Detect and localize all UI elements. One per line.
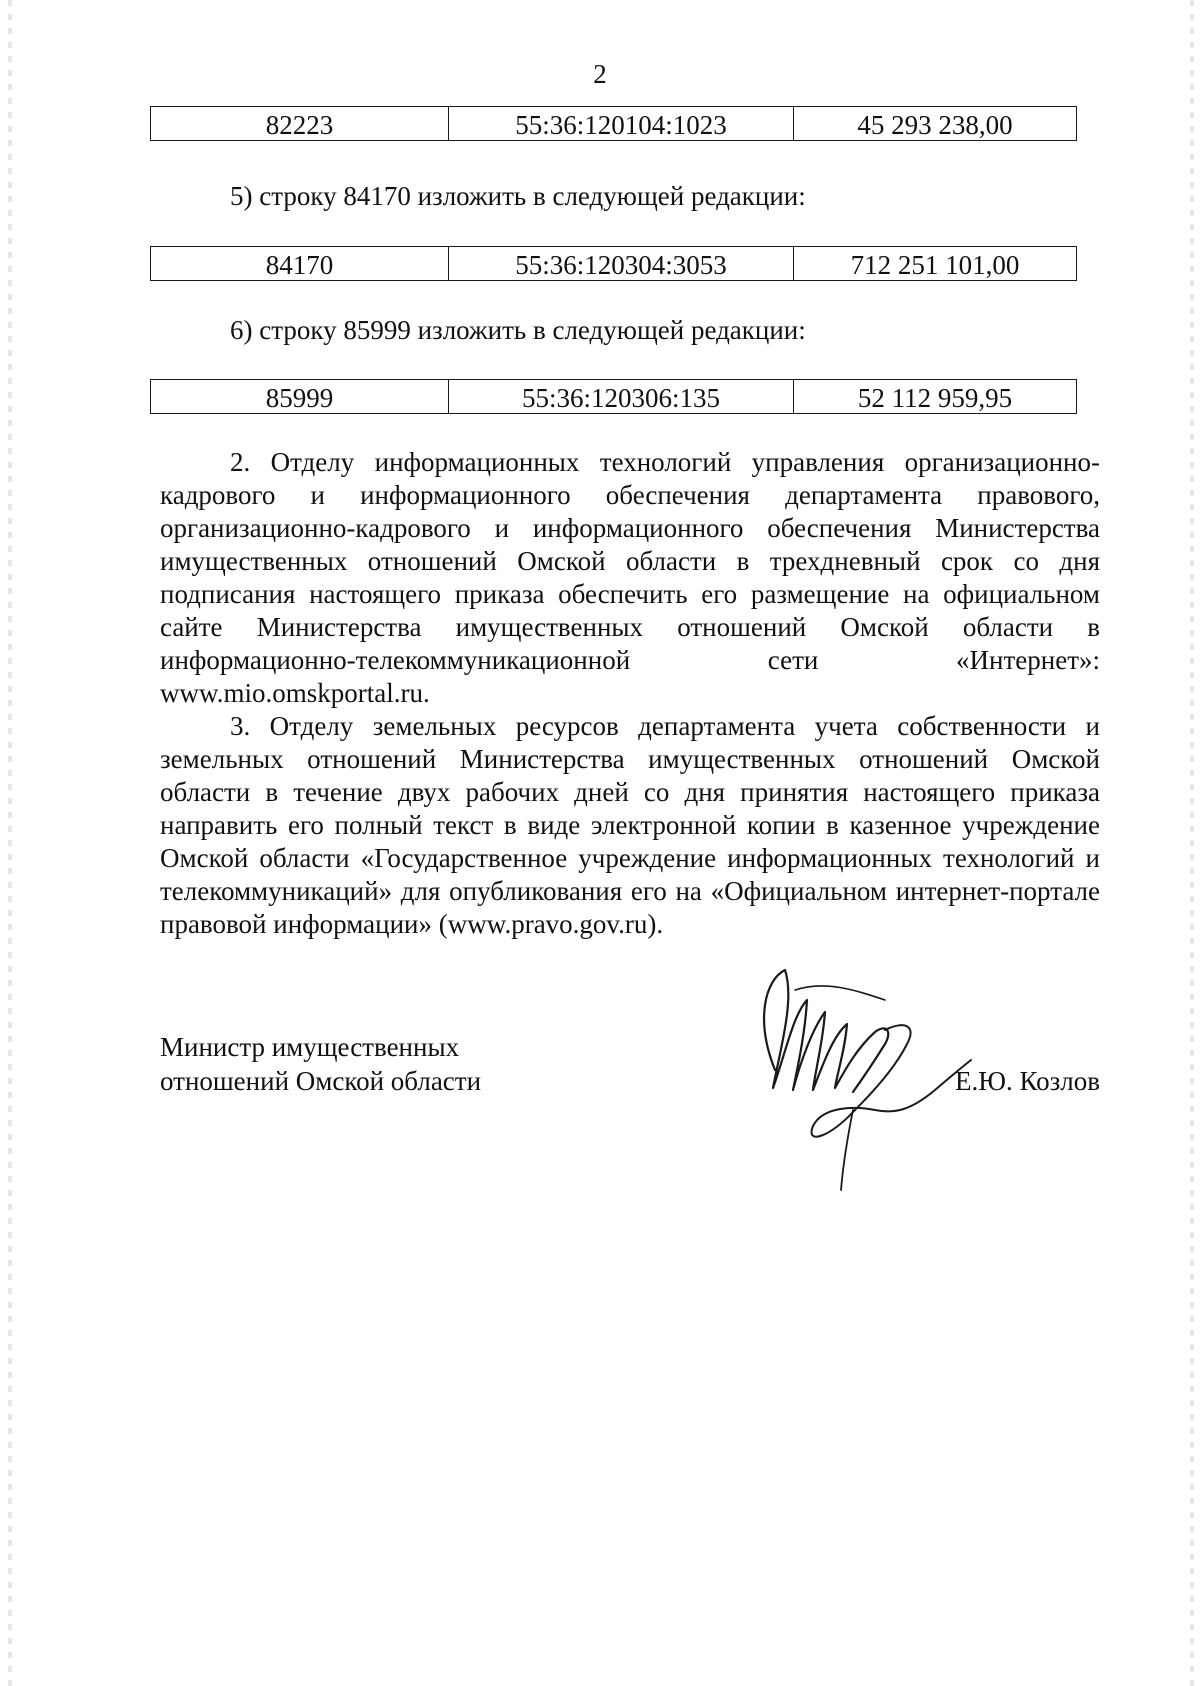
row-number-cell: 82223 (151, 107, 449, 141)
cadastral-table-row-82223 (150, 106, 1077, 141)
table-row (151, 107, 1077, 141)
handwritten-signature (735, 960, 975, 1200)
instruction-6: 6) строку 85999 изложить в следующей редакции: (230, 315, 806, 345)
scan-edge-left (8, 0, 12, 1686)
order-body-text (160, 446, 1100, 941)
cadastral-number-cell: 55:36:120306:135 (449, 380, 794, 414)
cadastral-value-cell: 52 112 959,95 (794, 380, 1077, 414)
signatory-name: Е.Ю. Козлов (954, 1066, 1100, 1096)
row-number-cell: 84170 (151, 247, 449, 281)
cadastral-number-cell: 55:36:120304:3053 (449, 247, 794, 281)
instruction-5: 5) строку 84170 изложить в следующей редакции: (230, 181, 806, 211)
paragraph-3: 3. Отделу земельных ресурсов департамента учета собственности и земельных отношений Министерства имущественных отношений Омской области в течение двух рабочих дней со дня принятия настоящего приказа направить его полный текст в виде электронной копии в казенное учреждение Омской области «Государственное учреждение информационных технологий и телекоммуникаций» для опубликования его на «Официальном интернет-портале правовой информации» (www.pravo.gov.ru). (160, 711, 1100, 939)
row-number-cell: 85999 (151, 380, 449, 414)
cadastral-number-cell: 55:36:120104:1023 (449, 107, 794, 141)
cadastral-value-cell: 45 293 238,00 (794, 107, 1077, 141)
table-row (151, 247, 1077, 281)
cadastral-table-row-84170 (150, 246, 1077, 281)
signatory-title-line-2: отношений Омской области (160, 1066, 482, 1096)
signatory-title (160, 1030, 481, 1098)
scan-edge-right (1190, 0, 1194, 1686)
signatory-title-line-1: Министр имущественных (160, 1032, 460, 1062)
paragraph-2: 2. Отделу информационных технологий управления организационно-кадрового и информационного обеспечения департамента правового, организационно-кадрового и информационного обеспечения Министерства имущественных отношений Омской области в трехдневный срок со дня подписания настоящего приказа обеспечить его размещение на официальном сайте Министерства имущественных отношений Омской области в информационно-телекоммуникационной сети «Интернет»: www.mio.omskportal.ru. (160, 447, 1100, 708)
cadastral-table-row-85999 (150, 379, 1077, 414)
signature-block (160, 1030, 1100, 1190)
page-number: 2 (593, 59, 607, 89)
table-row (151, 380, 1077, 414)
cadastral-value-cell: 712 251 101,00 (794, 247, 1077, 281)
